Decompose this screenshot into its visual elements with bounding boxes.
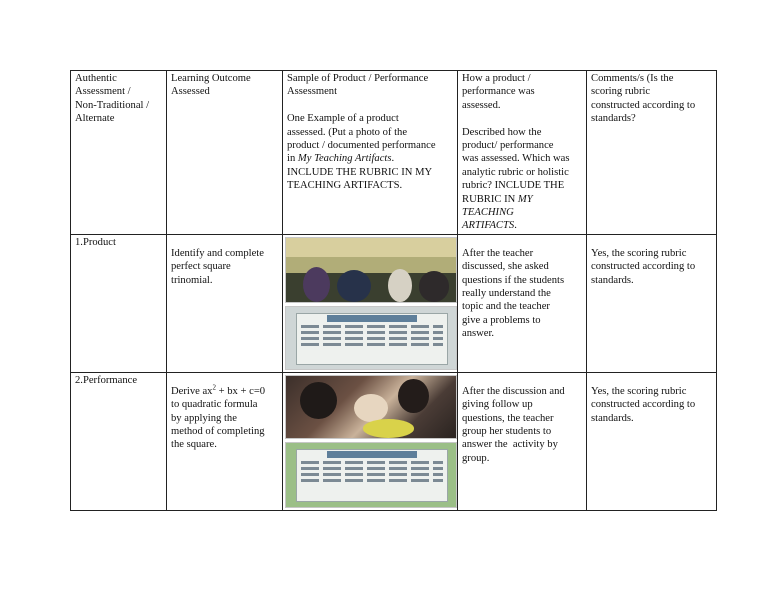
assessment-table [70,70,717,511]
row-outcome: Derive $ax^2$ + bx + c=0 to quadratic formula by applying the method of completing the square. [167,372,283,510]
header-sample-product: Sample of Product / Performance Assessment One Example of a product assessed. (Put a photo of the product / documented performance in My Teaching Artifacts. INCLUDE THE RUBRIC IN MY TEACHING ARTIFACTS. [283,71,458,235]
group-activity-photo [285,375,457,439]
row-how-assessed: After the teacher discussed, she asked questions if the students really understand the topic and the teacher give a problems to answer. [458,234,587,372]
row-sample-photos [283,234,458,372]
row-comment: Yes, the scoring rubric constructed according to standards. [587,234,717,372]
row-type: 2.Performance [71,372,167,510]
header-how-assessed: How a product / performance was assessed. Described how the product/ performance was assessed. Which was analytic rubric or holistic rubric? INCLUDE THE RUBRIC IN MY TEACHING ARTIFACTS. [458,71,587,235]
classroom-photo [285,237,457,303]
row-outcome: Identify and complete perfect square trinomial. [167,234,283,372]
rubric-sheet-photo [285,306,457,370]
row-sample-photos [283,372,458,510]
rubric-sheet-photo [285,442,457,508]
table-row [71,372,717,510]
header-row [71,71,717,235]
table-row [71,234,717,372]
row-type: 1.Product [71,234,167,372]
row-comment: Yes, the scoring rubric constructed according to standards. [587,372,717,510]
row-how-assessed: After the discussion and giving follow up questions, the teacher group her students to answer the activity by group. [458,372,587,510]
header-authentic-assessment: Authentic Assessment / Non-Traditional / Alternate [71,71,167,235]
header-comments: Comments/s (Is the scoring rubric constructed according to standards? [587,71,717,235]
header-learning-outcome: Learning Outcome Assessed [167,71,283,235]
